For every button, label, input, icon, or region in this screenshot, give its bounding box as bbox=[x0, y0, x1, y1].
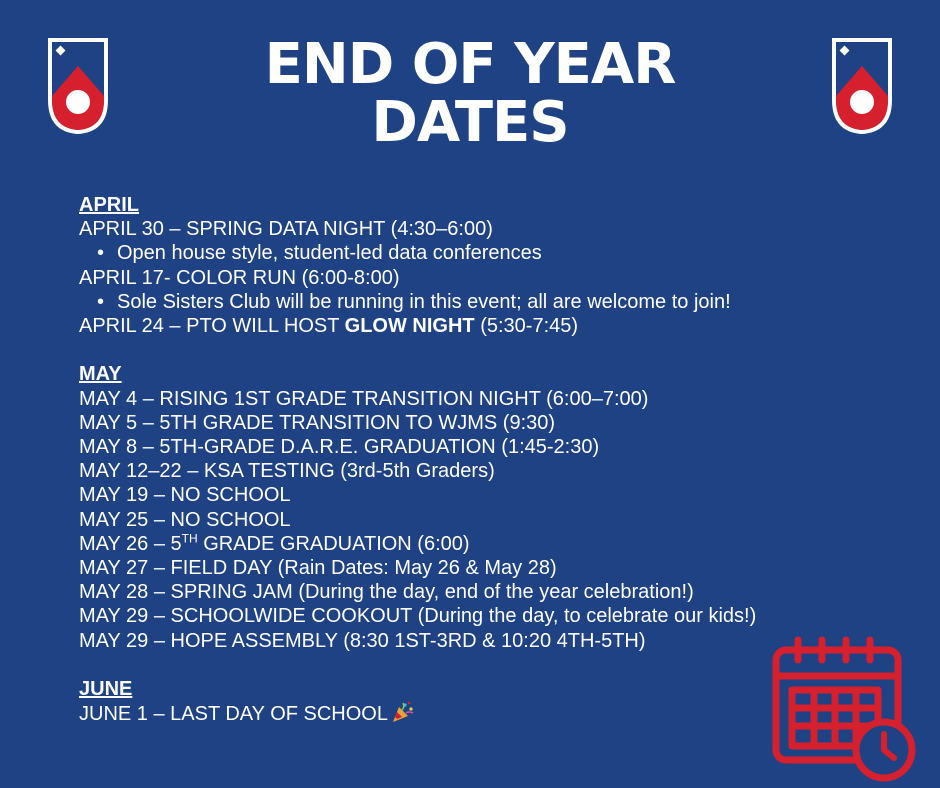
list-item: MAY 5 – 5TH GRADE TRANSITION TO WJMS (9:30) bbox=[79, 411, 556, 434]
list-item: MAY 29 – SCHOOLWIDE COOKOUT (During the day, to celebrate our kids!) bbox=[79, 605, 757, 628]
june-heading: JUNE bbox=[79, 678, 133, 701]
april-heading: APRIL bbox=[79, 194, 139, 216]
title-line-1: END OF YEAR bbox=[264, 32, 676, 97]
list-item: APRIL 17- COLOR RUN (6:00-8:00) bbox=[79, 266, 400, 289]
last-day-text: JUNE 1 – LAST DAY OF SCHOOL bbox=[79, 703, 388, 726]
list-item: MAY 19 – NO SCHOOL bbox=[79, 484, 291, 507]
list-item: MAY 29 – HOPE ASSEMBLY (8:30 1ST-3RD & 10:20 4TH-5TH) bbox=[79, 629, 646, 652]
title-line-2: DATES bbox=[371, 90, 569, 155]
glow-suffix: (5:30-7:45) bbox=[474, 315, 579, 338]
list-bullet bbox=[79, 290, 919, 314]
list-item: MAY 25 – NO SCHOOL bbox=[79, 508, 291, 531]
list-item: MAY 8 – 5TH-GRADE D.A.R.E. GRADUATION (1:45-2:30) bbox=[79, 436, 600, 459]
list-item-graduation bbox=[79, 532, 919, 556]
list-item-glow-night bbox=[79, 314, 919, 338]
list-item: MAY 12–22 – KSA TESTING (3rd-5th Graders) bbox=[79, 460, 495, 483]
list-item: MAY 27 – FIELD DAY (Rain Dates: May 26 & May 28) bbox=[79, 557, 557, 580]
bullet-text: Sole Sisters Club will be running in this event; all are welcome to join! bbox=[117, 290, 731, 313]
list-item: MAY 4 – RISING 1ST GRADE TRANSITION NIGHT (6:00–7:00) bbox=[79, 387, 649, 410]
glow-prefix: APRIL 24 – PTO WILL HOST bbox=[79, 315, 345, 338]
bullet-icon: • bbox=[97, 290, 105, 313]
calendar-clock-icon bbox=[770, 636, 916, 782]
list-item: APRIL 30 – SPRING DATA NIGHT (4:30–6:00) bbox=[79, 218, 493, 241]
list-bullet bbox=[79, 241, 919, 265]
party-popper-icon bbox=[391, 701, 415, 723]
bullet-icon: • bbox=[97, 242, 105, 265]
bullet-text: Open house style, student-led data conferences bbox=[117, 242, 542, 265]
may-heading: MAY bbox=[79, 363, 122, 386]
graduation-suffix: GRADE GRADUATION (6:00) bbox=[197, 532, 470, 555]
list-item: MAY 28 – SPRING JAM (During the day, end of the year celebration!) bbox=[79, 581, 694, 604]
graduation-prefix: MAY 26 – 5 bbox=[79, 532, 182, 555]
page-title bbox=[0, 32, 940, 155]
graduation-sup: TH bbox=[181, 531, 198, 546]
glow-bold: GLOW NIGHT bbox=[344, 315, 475, 338]
